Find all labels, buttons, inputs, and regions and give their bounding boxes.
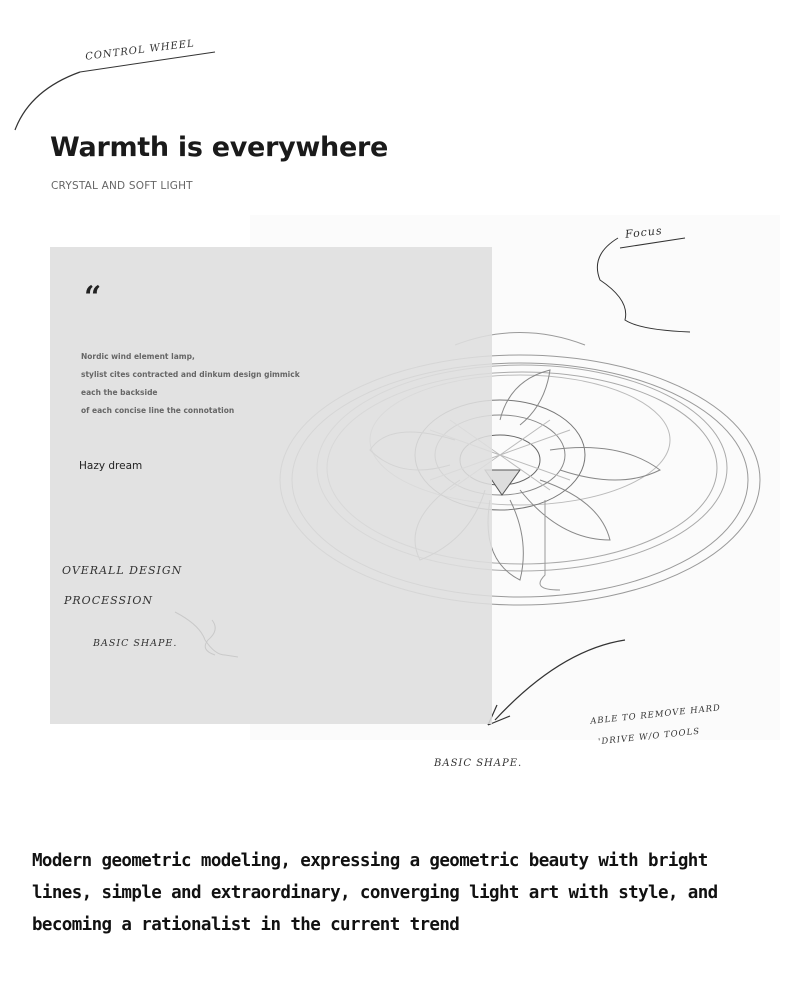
overall-design-annotation: OVERALL DESIGN: [62, 564, 183, 577]
caption-text: Modern geometric modeling, expressing a geometric beauty with bright lines, simple and extraordinary, converging light art with style, and becoming a rationalist in the current trend: [32, 851, 718, 935]
focus-annotation: Focus: [624, 224, 664, 241]
description-panel: [50, 247, 492, 724]
page-subtitle: CRYSTAL AND SOFT LIGHT: [51, 180, 193, 192]
description-line-3: each the backside: [81, 388, 158, 397]
tagline: Hazy dream: [79, 460, 143, 472]
quote-mark: “: [84, 280, 102, 315]
control-wheel-annotation: CONTROL WHEEL: [84, 38, 196, 63]
description-line-4: of each concise line the connotation: [81, 406, 235, 415]
basic-shape-bottom-annotation: BASIC SHAPE.: [434, 758, 523, 769]
procession-annotation: PROCESSION: [64, 594, 154, 607]
basic-shape-left-annotation: BASIC SHAPE.: [93, 638, 178, 649]
page-title: Warmth is everywhere: [50, 132, 388, 163]
remove-annotation-line2: 'DRIVE W/O TOOLS: [597, 726, 701, 748]
description-line-1: Nordic wind element lamp,: [81, 352, 195, 361]
description-line-2: stylist cites contracted and dinkum design gimmick: [81, 370, 300, 379]
remove-annotation-line1: ABLE TO REMOVE HARD: [589, 703, 722, 727]
